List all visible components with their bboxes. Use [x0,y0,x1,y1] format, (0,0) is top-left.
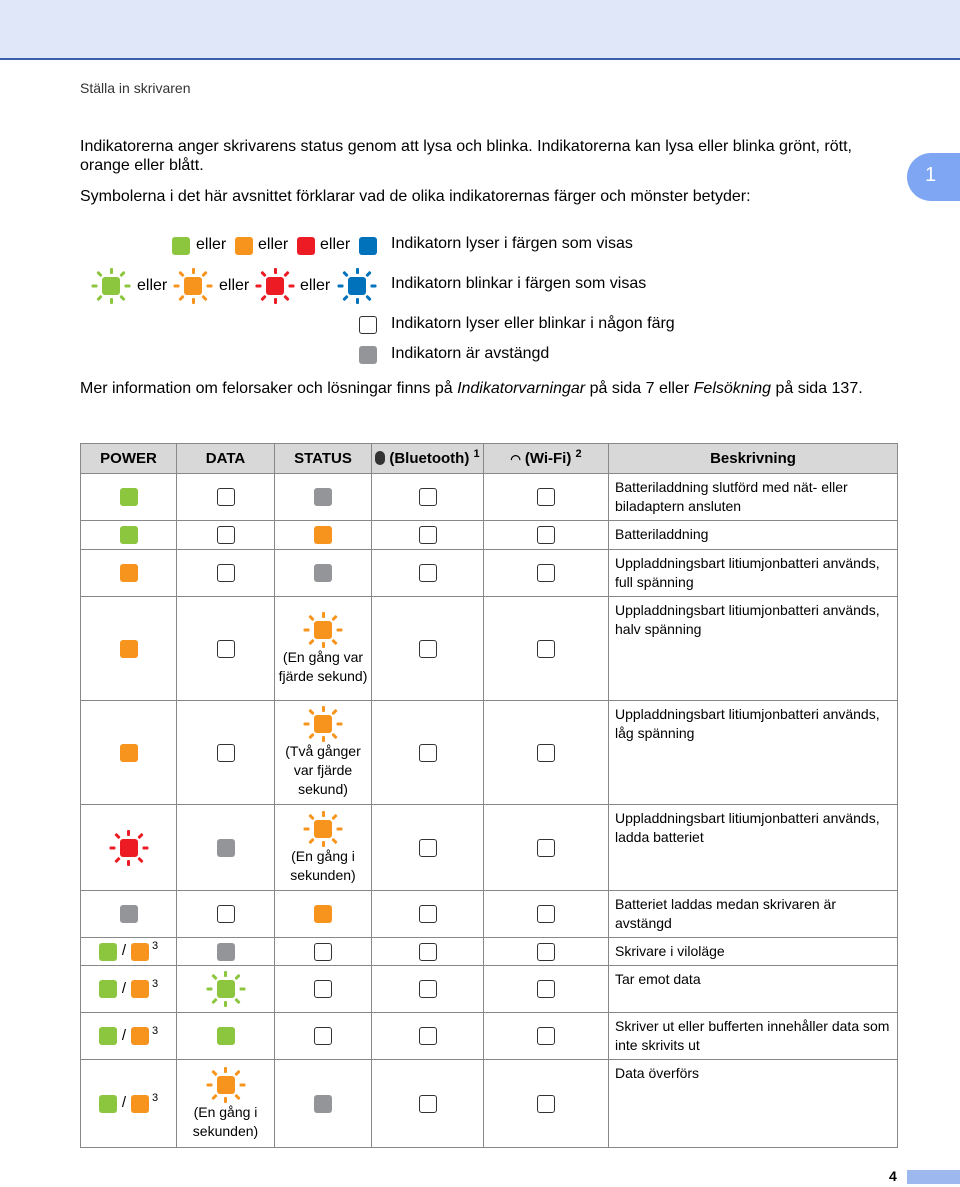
orange-lit-icon [120,640,138,658]
any-state-icon [537,839,555,857]
blinking-indicator-icon [305,612,341,648]
section-title: Ställa in skrivaren [80,80,191,96]
any-state-icon [537,640,555,658]
orange-lit-icon [314,905,332,923]
gray-lit-icon [217,943,235,961]
any-state-icon [419,488,437,506]
link-felsokning[interactable]: Felsökning [693,380,772,397]
any-state-icon [537,980,555,998]
more-info: Mer information om felorsaker och lösningar finns på Indikatorvarningar på sida 7 eller Felsökning på sida 137. [80,380,863,397]
row-description: Skriver ut eller bufferten innehåller data som inte skrivits ut [609,1013,898,1060]
any-state-icon [217,905,235,923]
col-status: STATUS [275,444,372,474]
any-state-icon [419,1027,437,1045]
row-description: Data överförs [609,1060,898,1148]
chapter-tab [907,153,960,201]
footnote-3: 3 [148,1092,159,1105]
blink-note: (Två gånger var fjärde sekund) [285,743,361,797]
or-label: eller [219,277,250,294]
any-state-icon [537,1027,555,1045]
green-lit-icon [120,526,138,544]
green-lit-icon [120,488,138,506]
orange-lit-icon [120,744,138,762]
any-state-icon [419,526,437,544]
gray-lit-icon [314,1095,332,1113]
row-description: Uppladdningsbart litiumjonbatteri används, låg spänning [609,701,898,805]
table-row [81,966,898,1013]
any-state-icon [419,744,437,762]
orange-lit-icon [131,1095,149,1113]
blink-note: (En gång var fjärde sekund) [278,648,368,684]
chapter-number: 1 [925,164,937,186]
any-state-icon [537,943,555,961]
table-row [81,521,898,550]
table-row [81,1013,898,1060]
or-label: eller [300,277,331,294]
any-state-icon [537,488,555,506]
any-state-icon [217,564,235,582]
slash-separator: / [121,979,126,997]
any-state-icon [217,640,235,658]
col-data: DATA [177,444,275,474]
indicator-table [80,443,898,1148]
gray-lit-icon [120,905,138,923]
blinking-indicator-icon [208,971,244,1007]
red-blink-icon [257,268,293,304]
page-bar [907,1170,960,1184]
table-row [81,891,898,938]
row-description: Uppladdningsbart litiumjonbatteri används, full spänning [609,550,898,597]
slash-separator: / [121,1026,126,1044]
row-description: Uppladdningsbart litiumjonbatteri används, halv spänning [609,597,898,701]
or-label: eller [258,236,289,253]
any-state-icon [419,943,437,961]
any-state-icon [419,905,437,923]
footnote-3: 3 [148,940,159,953]
orange-lit-icon [131,1027,149,1045]
legend-any-text: Indikatorn lyser eller blinkar i någon färg [391,315,675,332]
green-lit-icon [99,980,117,998]
green-lit-icon [99,1027,117,1045]
any-state-icon [419,839,437,857]
gray-lit-icon [314,488,332,506]
legend-lit-text: Indikatorn lyser i färgen som visas [391,235,633,252]
blue-lit-icon [359,237,377,255]
bluetooth-icon [375,451,385,465]
any-state-icon [314,943,332,961]
blue-blink-icon [339,268,375,304]
blinking-indicator-icon [305,811,341,847]
any-state-icon [314,980,332,998]
any-state-icon [419,1095,437,1113]
slash-separator: / [121,942,126,960]
orange-blink-icon [175,268,211,304]
or-label: eller [196,236,227,253]
col-description: Beskrivning [609,444,898,474]
orange-lit-icon [314,526,332,544]
table-row [81,805,898,891]
blinking-indicator-icon [208,1067,244,1103]
legend-blink-text: Indikatorn blinkar i färgen som visas [391,275,647,292]
any-state-icon [217,526,235,544]
col-bluetooth: (Bluetooth) $^1$ [372,444,484,474]
any-state-icon [419,564,437,582]
green-blink-icon [93,268,129,304]
slash-separator: / [121,1094,126,1112]
table-row [81,550,898,597]
row-description: Uppladdningsbart litiumjonbatteri används, ladda batteriet [609,805,898,891]
intro-symbols-line: Symbolerna i det här avsnittet förklarar vad de olika indikatorernas färger och mönster betyder: [80,188,751,205]
row-description: Batteriladdning slutförd med nät- eller biladaptern ansluten [609,474,898,521]
legend-off-text: Indikatorn är avstängd [391,345,550,362]
any-state-icon [537,526,555,544]
table-row [81,474,898,521]
any-state-icon [419,640,437,658]
table-row [81,1060,898,1148]
orange-lit-icon [120,564,138,582]
wifi-icon: ◠ [510,452,521,466]
red-lit-icon [297,237,315,255]
footnote-3: 3 [148,1024,159,1037]
any-state-icon [359,316,377,334]
orange-lit-icon [235,237,253,255]
blink-note: (En gång i sekunden) [290,847,356,883]
any-state-icon [314,1027,332,1045]
green-lit-icon [172,237,190,255]
orange-lit-icon [131,943,149,961]
row-description: Tar emot data [609,966,898,1013]
any-state-icon [217,744,235,762]
any-state-icon [537,744,555,762]
green-lit-icon [99,1095,117,1113]
row-description: Skrivare i viloläge [609,938,898,966]
any-state-icon [537,905,555,923]
table-row [81,938,898,966]
col-wifi: ◠ (Wi-Fi) $^2$ [484,444,609,474]
gray-lit-icon [217,839,235,857]
any-state-icon [537,1095,555,1113]
gray-lit-icon [314,564,332,582]
blink-note: (En gång i sekunden) [192,1103,259,1139]
table-row [81,597,898,701]
blinking-indicator-icon [305,706,341,742]
table-row [81,701,898,805]
green-lit-icon [99,943,117,961]
col-power: POWER [81,444,177,474]
blinking-indicator-icon [111,830,147,866]
orange-lit-icon [131,980,149,998]
top-band [0,0,960,60]
footnote-3: 3 [148,977,159,990]
or-label: eller [137,277,168,294]
green-lit-icon [217,1027,235,1045]
any-state-icon [537,564,555,582]
or-label: eller [320,236,351,253]
row-description: Batteriet laddas medan skrivaren är avstängd [609,891,898,938]
any-state-icon [419,980,437,998]
off-icon [359,346,377,364]
intro-paragraph: Indikatorerna anger skrivarens status genom att lysa och blinka. Indikatorerna kan lysa eller blinka grönt, rött, orange eller blått. [80,138,852,174]
row-description: Batteriladdning [609,521,898,550]
link-indikatorvarningar[interactable]: Indikatorvarningar [457,380,586,397]
page-number: 4 [889,1168,897,1184]
any-state-icon [217,488,235,506]
